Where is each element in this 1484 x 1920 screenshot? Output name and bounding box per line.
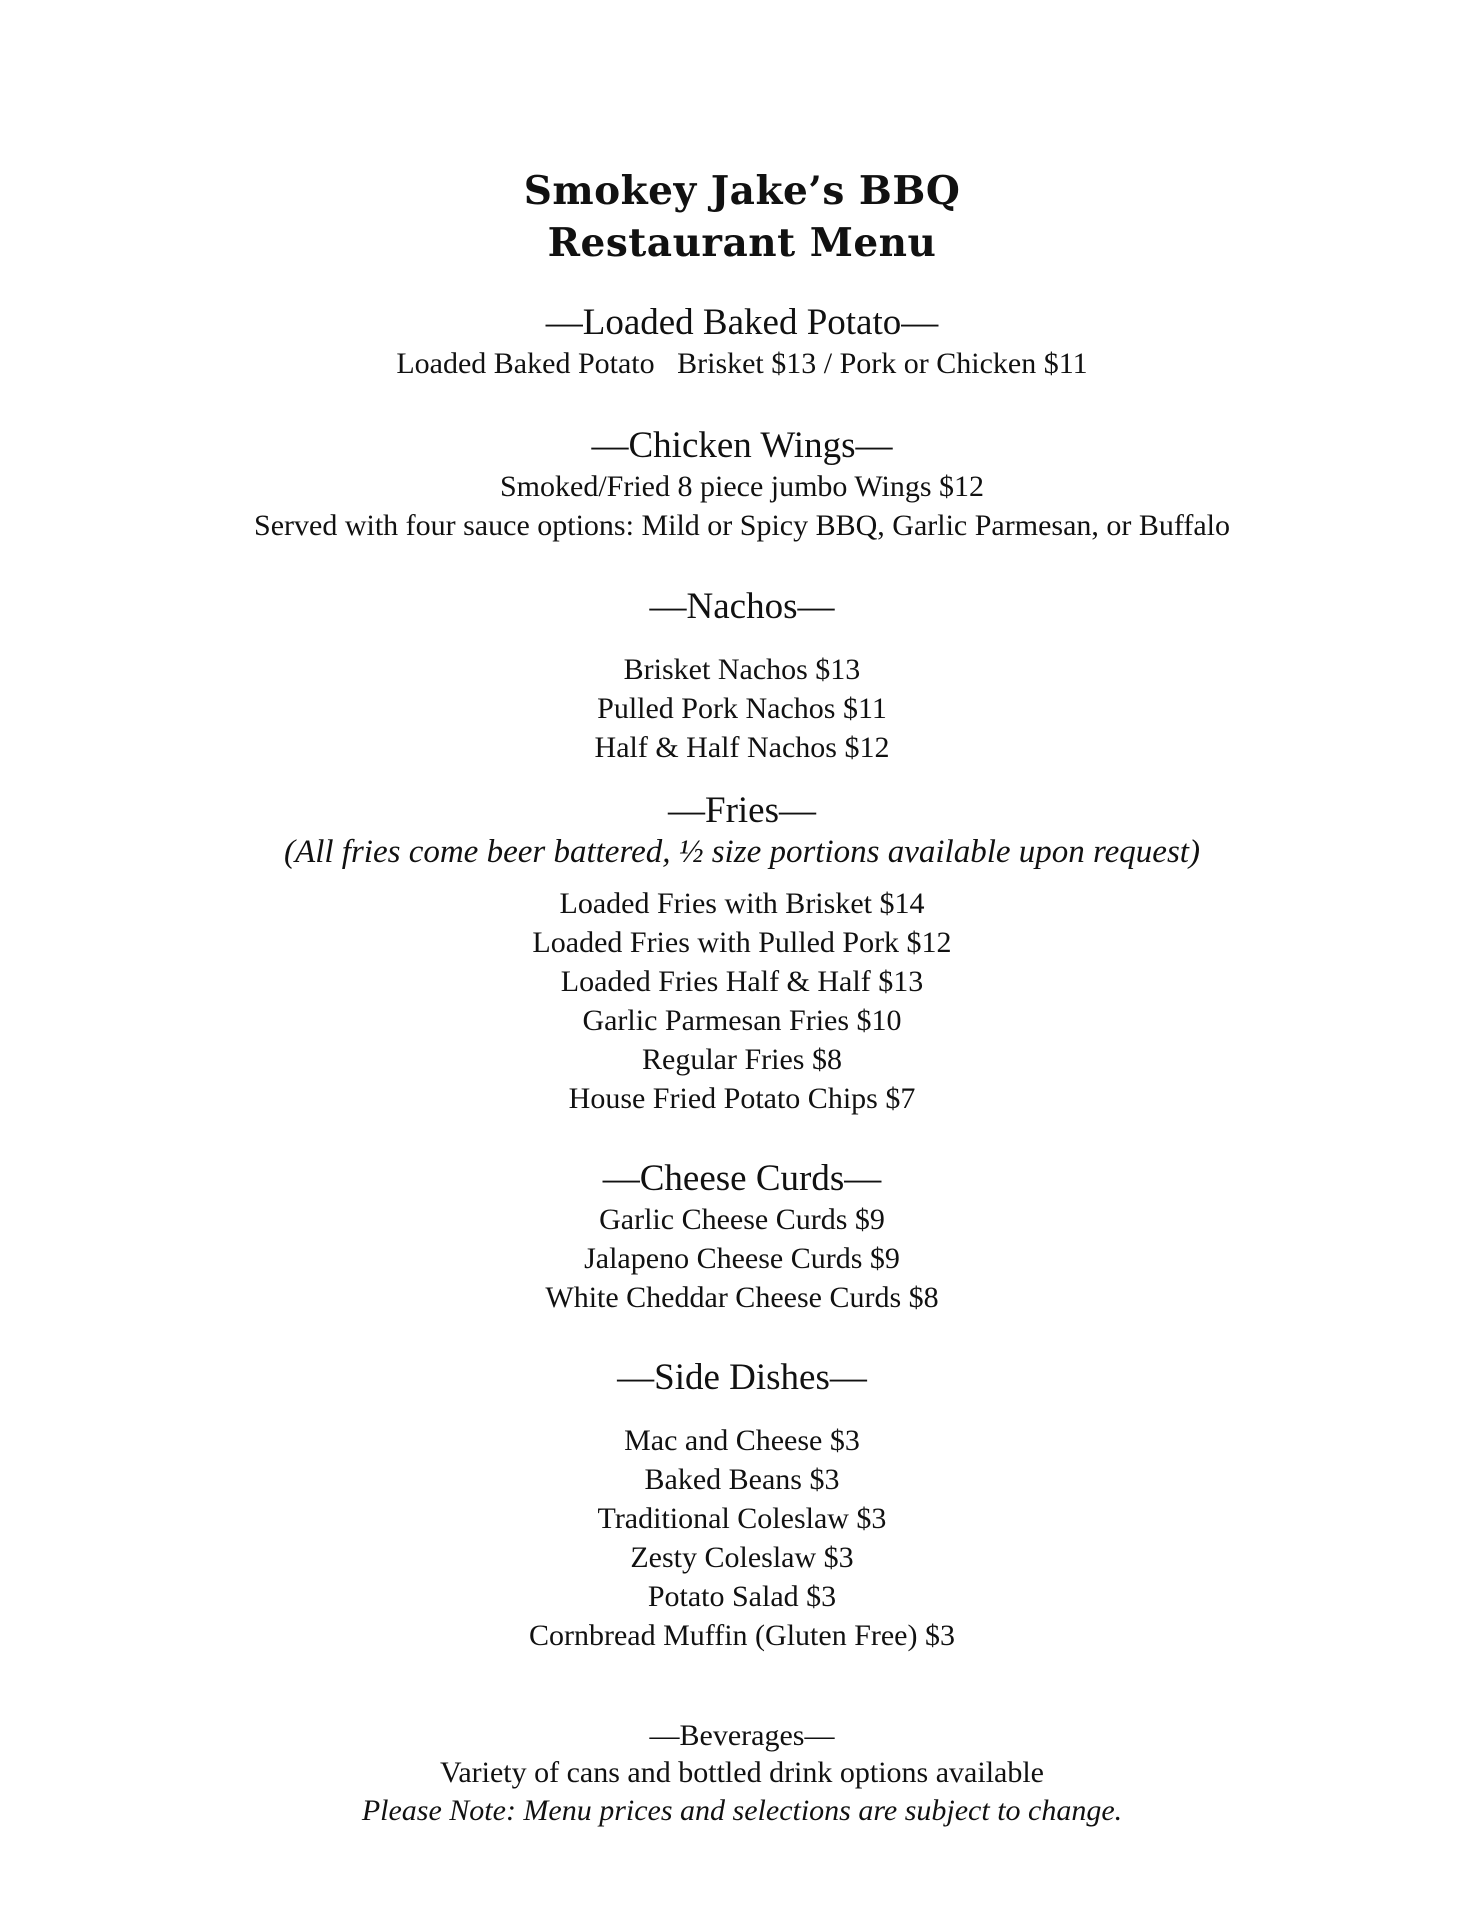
section-heading: —Fries— [668, 790, 816, 831]
menu-item: Garlic Parmesan Fries $10 [582, 1004, 902, 1037]
restaurant-name: Smokey Jake’s BBQ [523, 168, 961, 214]
menu-title-block [0, 165, 1484, 269]
section-heading: —Cheese Curds— [602, 1158, 882, 1199]
section-chicken-wings [0, 425, 1484, 545]
menu-item: Brisket Nachos $13 [623, 653, 861, 686]
menu-item: Potato Salad $3 [647, 1580, 837, 1613]
menu-item: Mac and Cheese $3 [624, 1424, 860, 1457]
menu-item: Half & Half Nachos $12 [594, 731, 890, 764]
menu-item: Smoked/Fried 8 piece jumbo Wings $12 [499, 470, 985, 503]
section-cheese-curds [0, 1158, 1484, 1317]
menu-disclaimer: Please Note: Menu prices and selections are subject to change. [361, 1794, 1123, 1827]
menu-item: Garlic Cheese Curds $9 [599, 1203, 885, 1236]
section-loaded-baked-potato [0, 302, 1484, 383]
menu-item: House Fried Potato Chips $7 [568, 1082, 916, 1115]
section-heading: —Nachos— [649, 586, 835, 627]
menu-item: Loaded Baked Potato Brisket $13 / Pork or Chicken $11 [396, 347, 1088, 380]
menu-item: Loaded Fries with Pulled Pork $12 [532, 926, 952, 959]
menu-item: Cornbread Muffin (Gluten Free) $3 [528, 1619, 955, 1652]
fries-note: (All fries come beer battered, ½ size portions available upon request) [284, 834, 1200, 870]
menu-item: Served with four sauce options: Mild or Spicy BBQ, Garlic Parmesan, or Buffalo [254, 509, 1230, 542]
section-beverages [0, 1718, 1484, 1830]
beverage-description: Variety of cans and bottled drink options available [440, 1756, 1044, 1789]
section-heading: —Loaded Baked Potato— [545, 302, 939, 343]
menu-title: Restaurant Menu [547, 220, 937, 266]
menu-item: Zesty Coleslaw $3 [630, 1541, 854, 1574]
section-fries [0, 790, 1484, 1118]
menu-item: Regular Fries $8 [642, 1043, 842, 1076]
menu-item: Baked Beans $3 [644, 1463, 840, 1496]
section-nachos [0, 586, 1484, 767]
section-side-dishes [0, 1357, 1484, 1655]
section-heading: —Beverages— [649, 1719, 835, 1752]
menu-item: White Cheddar Cheese Curds $8 [545, 1281, 939, 1314]
section-heading: —Side Dishes— [617, 1357, 867, 1398]
menu-item: Traditional Coleslaw $3 [597, 1502, 887, 1535]
menu-item: Pulled Pork Nachos $11 [597, 692, 887, 725]
menu-item: Loaded Fries Half & Half $13 [560, 965, 924, 998]
menu-item: Loaded Fries with Brisket $14 [559, 887, 925, 920]
menu-item: Jalapeno Cheese Curds $9 [584, 1242, 900, 1275]
section-heading: —Chicken Wings— [591, 425, 893, 466]
